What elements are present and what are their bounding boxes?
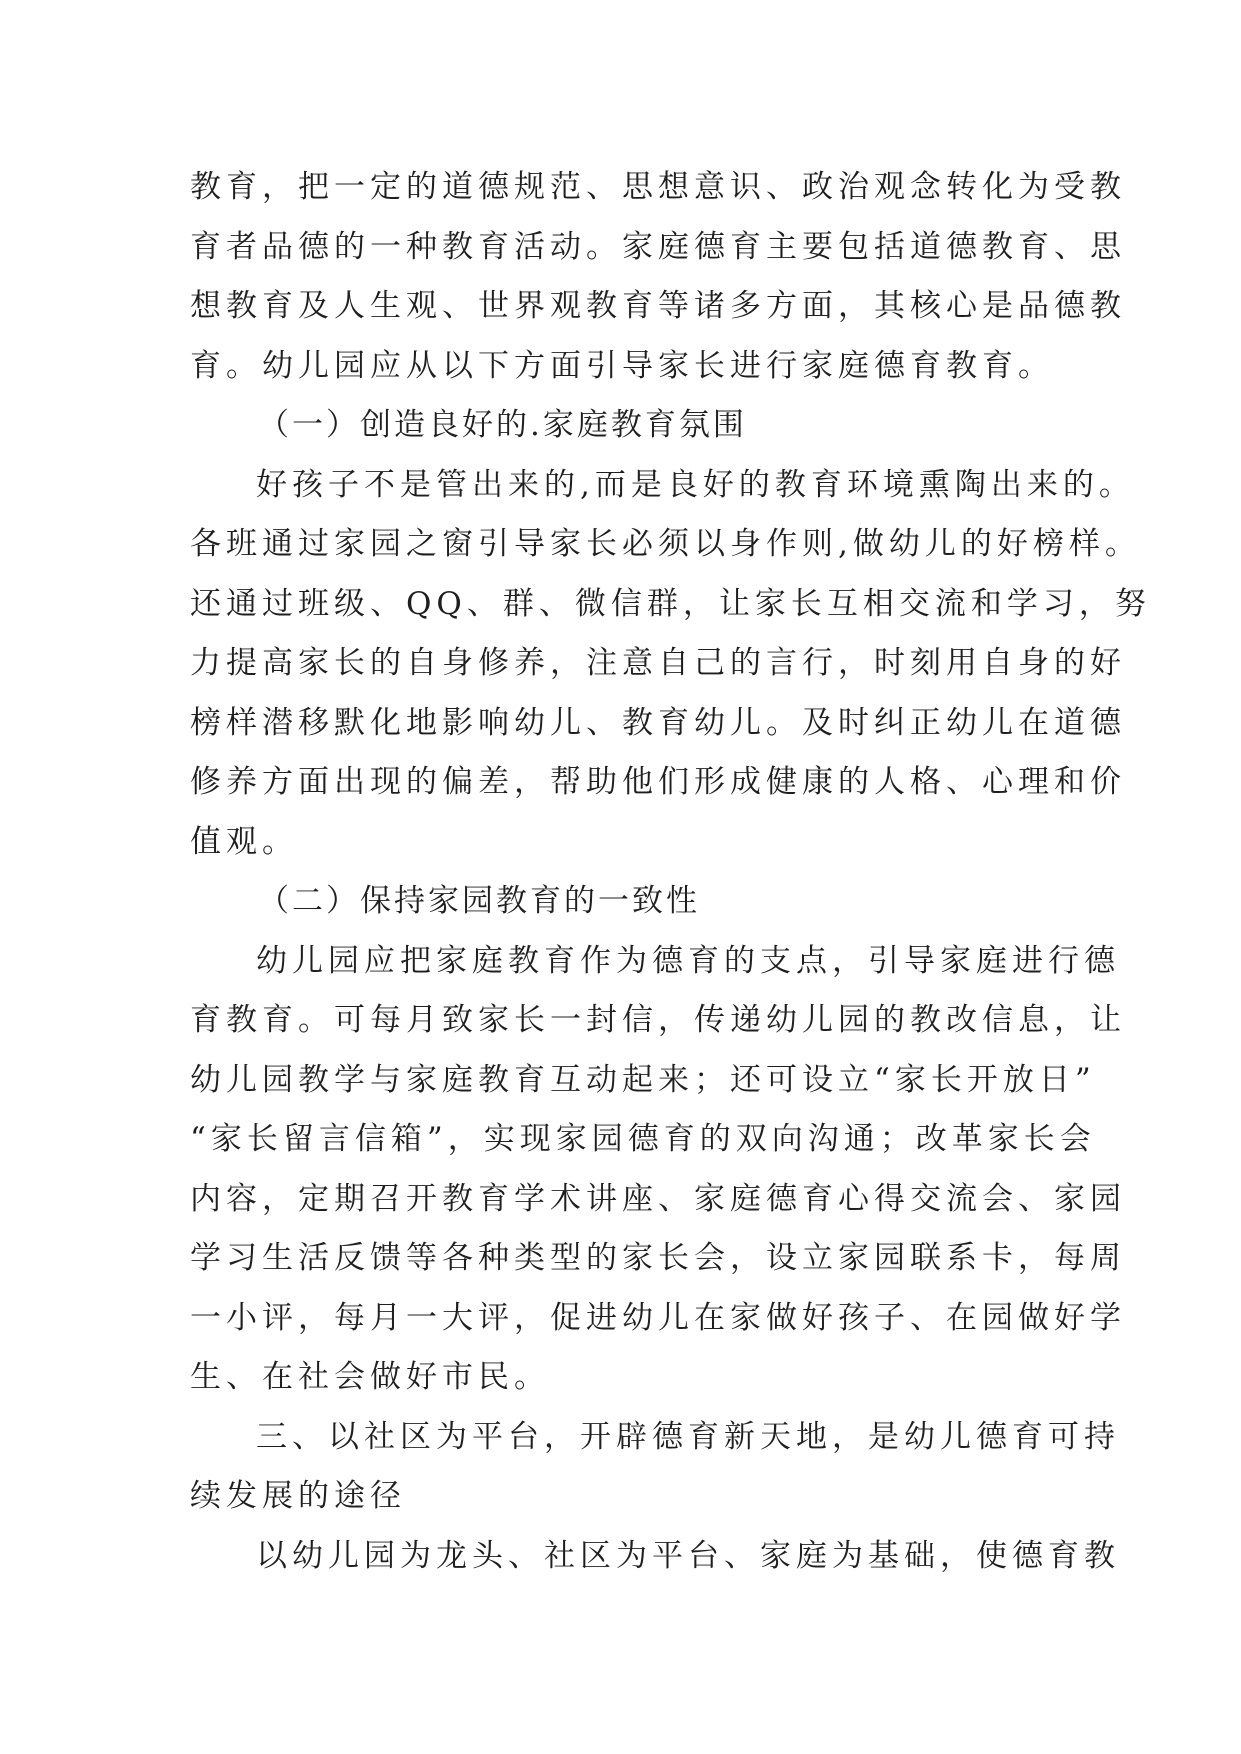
text-line: 生、在社会做好市民。: [190, 1359, 550, 1395]
paragraph-home-school-cooperation: [190, 932, 1126, 1408]
text-line: 教育，把一定的道德规范、思想意识、政治观念转化为受教: [190, 169, 1126, 205]
paragraph-role-model: [190, 456, 1151, 873]
text-line: 幼儿园教学与家庭教育互动起来；还可设立“家长开放日”: [190, 1061, 1096, 1098]
paragraph-moral-education-definition: [190, 158, 1126, 396]
text-line: 榜样潜移默化地影响幼儿、教育幼儿。及时纠正幼儿在道德: [190, 704, 1126, 741]
text-line: 学习生活反馈等各种类型的家长会，设立家园联系卡，每周: [190, 1240, 1126, 1276]
text-line: 各班通过家园之窗引导家长必须以身作则,做幼儿的好榜样。: [190, 526, 1141, 562]
subheading-family-atmosphere: （一）创造良好的.家庭教育氛围: [258, 407, 747, 443]
text-line: 育者品德的一种教育活动。家庭德育主要包括道德教育、思: [190, 228, 1126, 265]
subheading-home-school-consistency: （二）保持家园教育的一致性: [258, 883, 700, 919]
text-line: 值观。: [190, 823, 298, 860]
text-line: 想教育及人生观、世界观教育等诸多方面，其核心是品德教: [190, 288, 1126, 324]
text-line: 育。幼儿园应从以下方面引导家长进行家庭德育教育。: [190, 347, 1054, 384]
text-line: 续发展的途径: [190, 1478, 406, 1514]
text-line: “家长留言信箱”，实现家园德育的双向沟通；改革家长会: [190, 1121, 1096, 1157]
section-heading-community-platform: [190, 1408, 1120, 1527]
text-line: 修养方面出现的偏差，帮助他们形成健康的人格、心理和价: [190, 764, 1126, 800]
paragraph-community-education: [190, 1527, 1120, 1587]
text-line: 内容，定期召开教育学术讲座、家庭德育心得交流会、家园: [190, 1180, 1126, 1217]
text-line: 育教育。可每月致家长一封信，传递幼儿园的教改信息，让: [190, 1002, 1126, 1038]
text-line: 力提高家长的自身修养，注意自己的言行，时刻用自身的好: [190, 645, 1126, 681]
text-line: 幼儿园应把家庭教育作为德育的支点，引导家庭进行德: [256, 942, 1120, 979]
document-body: [190, 158, 1151, 1586]
text-line: 好孩子不是管出来的,而是良好的教育环境熏陶出来的。: [256, 466, 1135, 503]
text-line: 以幼儿园为龙头、社区为平台、家庭为基础，使德育教: [256, 1537, 1120, 1574]
text-line: 一小评，每月一大评，促进幼儿在家做好孩子、在园做好学: [190, 1299, 1126, 1336]
text-line: 还通过班级、QQ、群、微信群，让家长互相交流和学习，努: [190, 585, 1151, 622]
text-line: 三、以社区为平台，开辟德育新天地，是幼儿德育可持: [256, 1418, 1120, 1455]
